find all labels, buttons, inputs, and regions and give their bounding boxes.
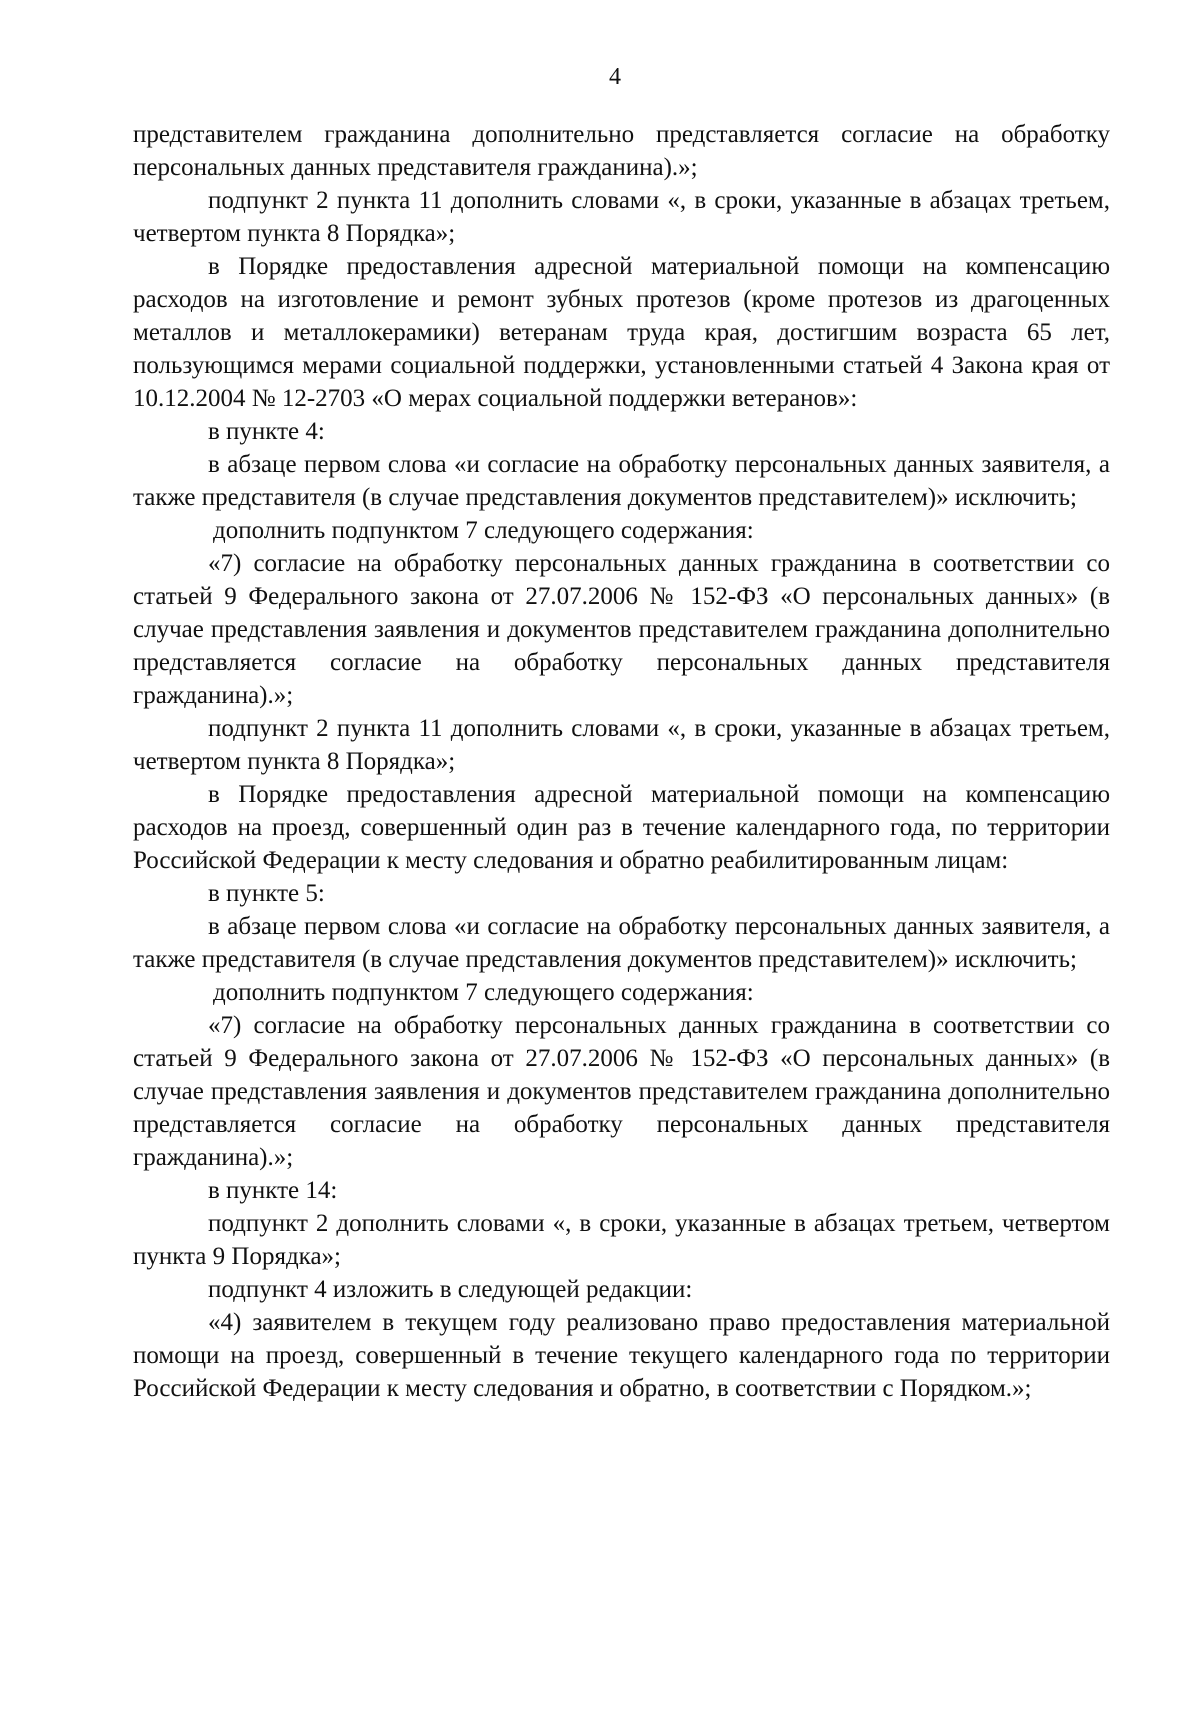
page-number: 4 [609,64,621,90]
paragraph: в Порядке предоставления адресной материальной помощи на компенсацию расходов на проезд, совершенный один раз в течение календарного года, по территории Российской Федерации к месту следования и обратно реабилитированным лицам: [133,781,1110,874]
paragraph: в пункте 14: [208,1177,338,1204]
paragraph: дополнить подпунктом 7 следующего содержания: [213,979,754,1006]
paragraph: в пункте 5: [208,880,325,907]
paragraph: «7) согласие на обработку персональных данных гражданина в соответствии со статьей 9 Федерального закона от 27.07.2006 № 152-ФЗ «О персональных данных» (в случае представления заявления и документов представителем гражданина дополнительно представляется согласие на обработку персональных данных представителя гражданина).»; [133,1012,1110,1171]
paragraph: в Порядке предоставления адресной материальной помощи на компенсацию расходов на изготовление и ремонт зубных протезов (кроме протезов из драгоценных металлов и металлокерамики) ветеранам труда края, достигшим возраста 65 лет, пользующимся мерами социальной поддержки, установленными статьей 4 Закона края от 10.12.2004 № 12-2703 «О мерах социальной поддержки ветеранов»: [133,253,1110,412]
document-body [133,118,1110,1405]
paragraph: представителем гражданина дополнительно представляется согласие на обработку персональных данных представителя гражданина).»; [133,121,1110,181]
paragraph: «7) согласие на обработку персональных данных гражданина в соответствии со статьей 9 Федерального закона от 27.07.2006 № 152-ФЗ «О персональных данных» (в случае представления заявления и документов представителем гражданина дополнительно представляется согласие на обработку персональных данных представителя гражданина).»; [133,550,1110,709]
paragraph: в абзаце первом слова «и согласие на обработку персональных данных заявителя, а также представителя (в случае представления документов представителем)» исключить; [133,451,1110,511]
paragraph: подпункт 2 дополнить словами «, в сроки, указанные в абзацах третьем, четвертом пункта 9 Порядка»; [133,1210,1110,1270]
paragraph: дополнить подпунктом 7 следующего содержания: [213,517,754,544]
paragraph: «4) заявителем в текущем году реализовано право предоставления материальной помощи на проезд, совершенный в течение текущего календарного года по территории Российской Федерации к месту следования и обратно, в соответствии с Порядком.»; [133,1309,1110,1402]
paragraph: в абзаце первом слова «и согласие на обработку персональных данных заявителя, а также представителя (в случае представления документов представителем)» исключить; [133,913,1110,973]
paragraph: подпункт 2 пункта 11 дополнить словами «, в сроки, указанные в абзацах третьем, четвертом пункта 8 Порядка»; [133,715,1110,775]
paragraph: подпункт 4 изложить в следующей редакции: [208,1276,693,1303]
paragraph: в пункте 4: [208,418,325,445]
paragraph: подпункт 2 пункта 11 дополнить словами «, в сроки, указанные в абзацах третьем, четвертом пункта 8 Порядка»; [133,187,1110,247]
